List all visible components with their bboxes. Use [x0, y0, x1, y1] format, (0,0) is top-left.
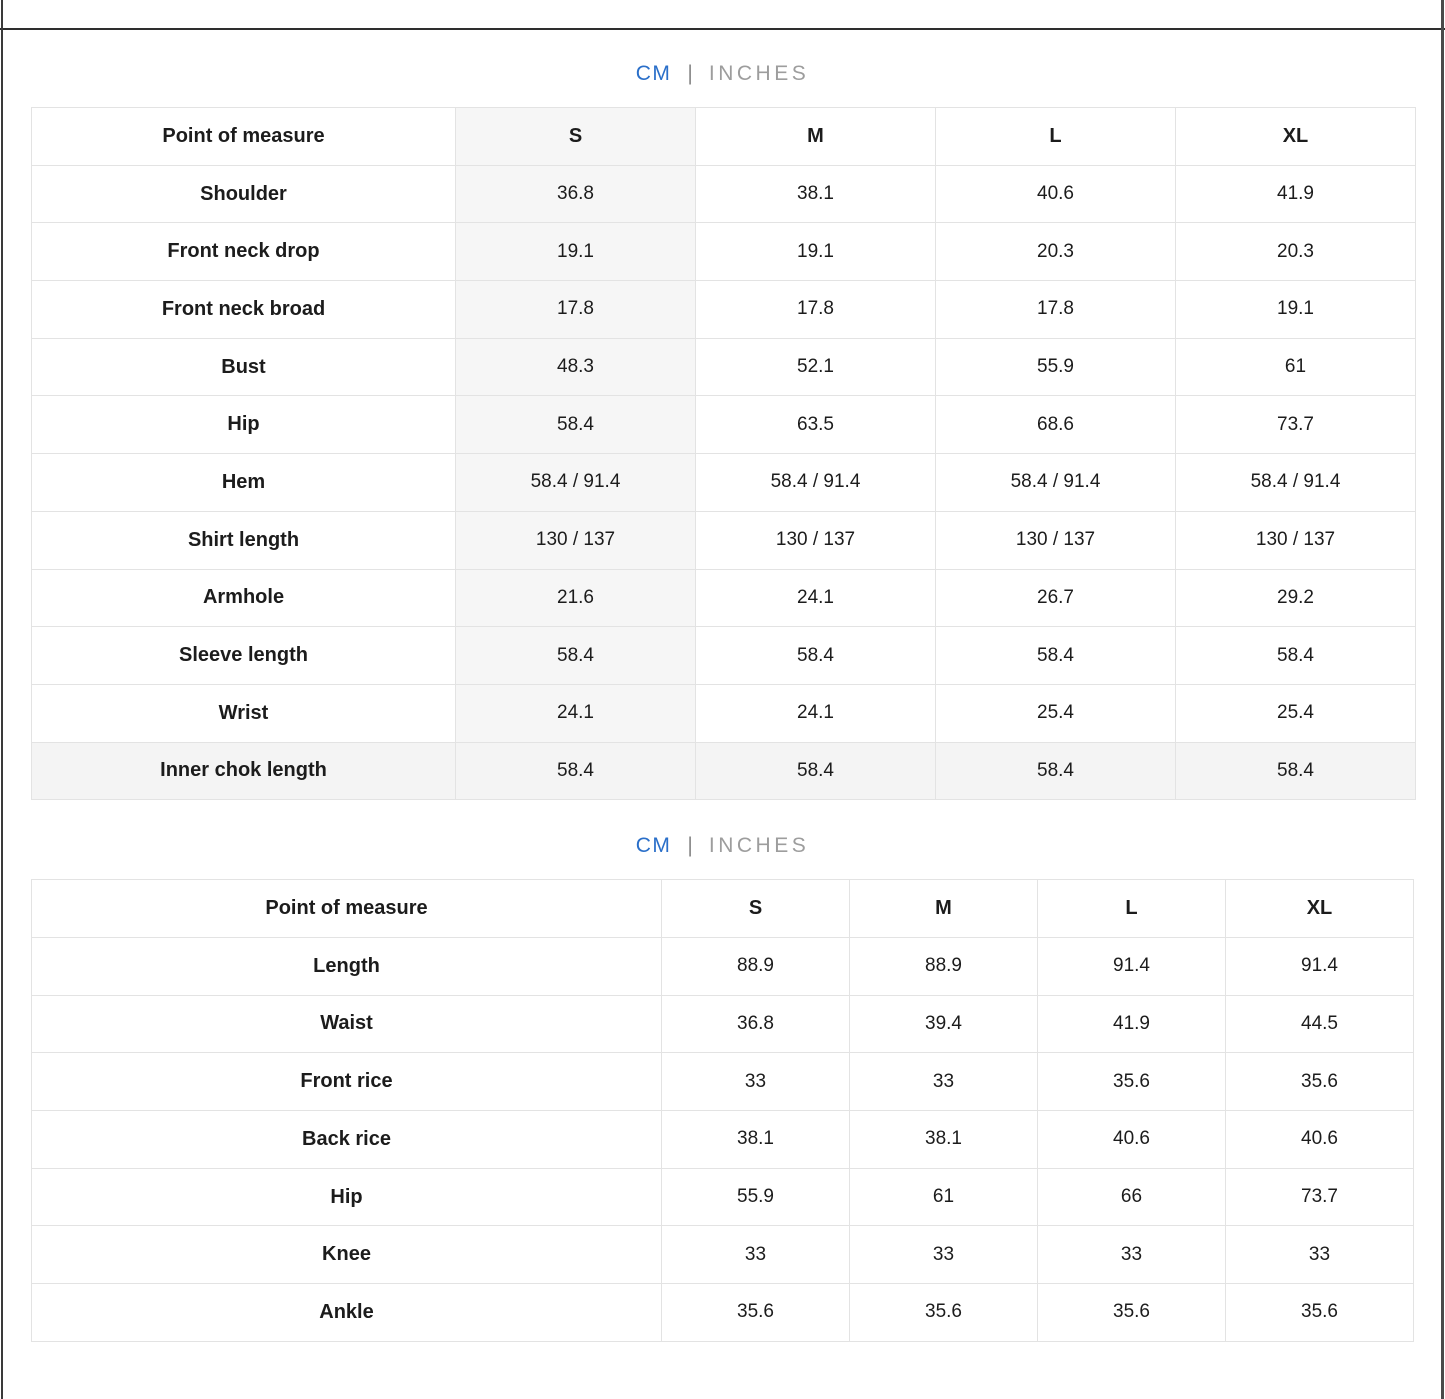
- value-cell: 21.6: [456, 569, 696, 627]
- value-cell: 55.9: [936, 338, 1176, 396]
- value-cell: 73.7: [1176, 396, 1416, 454]
- value-cell: 19.1: [1176, 281, 1416, 339]
- value-cell: 35.6: [850, 1284, 1038, 1342]
- value-cell: 41.9: [1038, 995, 1226, 1053]
- value-cell: 38.1: [850, 1111, 1038, 1169]
- value-cell: 58.4 / 91.4: [936, 454, 1176, 512]
- value-cell: 63.5: [696, 396, 936, 454]
- value-cell: 33: [662, 1226, 850, 1284]
- size-column-header: M: [696, 108, 936, 166]
- point-of-measure-header: Point of measure: [32, 108, 456, 166]
- measure-label-cell: Back rice: [32, 1111, 662, 1169]
- value-cell: 41.9: [1176, 165, 1416, 223]
- value-cell: 58.4: [456, 396, 696, 454]
- toggle-separator: |: [687, 834, 693, 858]
- page-frame-top-divider: [0, 0, 1445, 30]
- value-cell: 58.4: [936, 627, 1176, 685]
- value-cell: 58.4: [1176, 742, 1416, 800]
- value-cell: 38.1: [696, 165, 936, 223]
- measurement-row: [32, 937, 1414, 995]
- measure-label-cell: Shirt length: [32, 511, 456, 569]
- value-cell: 58.4: [456, 742, 696, 800]
- measure-label-cell: Hem: [32, 454, 456, 512]
- value-cell: 19.1: [696, 223, 936, 281]
- measurement-row: [32, 1226, 1414, 1284]
- value-cell: 29.2: [1176, 569, 1416, 627]
- value-cell: 61: [850, 1168, 1038, 1226]
- value-cell: 130 / 137: [696, 511, 936, 569]
- value-cell: 26.7: [936, 569, 1176, 627]
- measurement-row: [32, 742, 1416, 800]
- measurement-row: [32, 511, 1416, 569]
- value-cell: 17.8: [696, 281, 936, 339]
- size-column-header: S: [456, 108, 696, 166]
- value-cell: 20.3: [936, 223, 1176, 281]
- value-cell: 73.7: [1226, 1168, 1414, 1226]
- value-cell: 40.6: [1226, 1111, 1414, 1169]
- cm-toggle-link[interactable]: CM: [635, 62, 672, 85]
- value-cell: 35.6: [1038, 1284, 1226, 1342]
- measure-label-cell: Front neck drop: [32, 223, 456, 281]
- unit-toggle-top: [0, 62, 1445, 86]
- value-cell: 35.6: [1226, 1284, 1414, 1342]
- value-cell: 66: [1038, 1168, 1226, 1226]
- value-cell: 33: [850, 1226, 1038, 1284]
- measurement-row: [32, 995, 1414, 1053]
- top-size-chart-table: [31, 107, 1416, 800]
- value-cell: 25.4: [1176, 684, 1416, 742]
- unit-toggle-bottom: [0, 834, 1445, 858]
- value-cell: 17.8: [456, 281, 696, 339]
- inches-toggle-link[interactable]: INCHES: [708, 62, 810, 85]
- value-cell: 19.1: [456, 223, 696, 281]
- measurement-row: [32, 165, 1416, 223]
- inches-toggle-link[interactable]: INCHES: [708, 834, 810, 858]
- measure-label-cell: Shoulder: [32, 165, 456, 223]
- size-column-header: XL: [1226, 880, 1414, 938]
- value-cell: 40.6: [1038, 1111, 1226, 1169]
- cm-toggle-link[interactable]: CM: [635, 834, 672, 858]
- point-of-measure-header: Point of measure: [32, 880, 662, 938]
- value-cell: 91.4: [1038, 937, 1226, 995]
- value-cell: 17.8: [936, 281, 1176, 339]
- value-cell: 48.3: [456, 338, 696, 396]
- value-cell: 58.4 / 91.4: [696, 454, 936, 512]
- size-column-header: S: [662, 880, 850, 938]
- measure-label-cell: Front neck broad: [32, 281, 456, 339]
- measurement-row: [32, 338, 1416, 396]
- value-cell: 91.4: [1226, 937, 1414, 995]
- value-cell: 20.3: [1176, 223, 1416, 281]
- value-cell: 33: [662, 1053, 850, 1111]
- measure-label-cell: Knee: [32, 1226, 662, 1284]
- measurement-row: [32, 684, 1416, 742]
- measurement-row: [32, 569, 1416, 627]
- value-cell: 33: [1038, 1226, 1226, 1284]
- value-cell: 38.1: [662, 1111, 850, 1169]
- measurement-row: [32, 281, 1416, 339]
- value-cell: 130 / 137: [456, 511, 696, 569]
- measure-label-cell: Bust: [32, 338, 456, 396]
- value-cell: 88.9: [850, 937, 1038, 995]
- value-cell: 130 / 137: [1176, 511, 1416, 569]
- value-cell: 52.1: [696, 338, 936, 396]
- value-cell: 39.4: [850, 995, 1038, 1053]
- value-cell: 35.6: [1226, 1053, 1414, 1111]
- value-cell: 130 / 137: [936, 511, 1176, 569]
- value-cell: 58.4: [1176, 627, 1416, 685]
- measure-label-cell: Waist: [32, 995, 662, 1053]
- toggle-separator: |: [687, 62, 693, 85]
- value-cell: 88.9: [662, 937, 850, 995]
- measurement-row: [32, 1168, 1414, 1226]
- measure-label-cell: Front rice: [32, 1053, 662, 1111]
- value-cell: 25.4: [936, 684, 1176, 742]
- value-cell: 61: [1176, 338, 1416, 396]
- value-cell: 58.4: [696, 742, 936, 800]
- measure-label-cell: Sleeve length: [32, 627, 456, 685]
- size-column-header: L: [1038, 880, 1226, 938]
- size-column-header: L: [936, 108, 1176, 166]
- value-cell: 58.4 / 91.4: [1176, 454, 1416, 512]
- value-cell: 24.1: [696, 684, 936, 742]
- header-row: [32, 880, 1414, 938]
- value-cell: 33: [1226, 1226, 1414, 1284]
- value-cell: 58.4: [456, 627, 696, 685]
- measurement-row: [32, 223, 1416, 281]
- measure-label-cell: Armhole: [32, 569, 456, 627]
- measurement-row: [32, 396, 1416, 454]
- size-column-header: M: [850, 880, 1038, 938]
- measure-label-cell: Ankle: [32, 1284, 662, 1342]
- value-cell: 33: [850, 1053, 1038, 1111]
- value-cell: 40.6: [936, 165, 1176, 223]
- value-cell: 44.5: [1226, 995, 1414, 1053]
- measure-label-cell: Inner chok length: [32, 742, 456, 800]
- value-cell: 36.8: [662, 995, 850, 1053]
- value-cell: 35.6: [662, 1284, 850, 1342]
- measure-label-cell: Wrist: [32, 684, 456, 742]
- measurement-row: [32, 1111, 1414, 1169]
- value-cell: 35.6: [1038, 1053, 1226, 1111]
- page-frame-left-border: [1, 0, 3, 1399]
- value-cell: 36.8: [456, 165, 696, 223]
- header-row: [32, 108, 1416, 166]
- value-cell: 58.4: [696, 627, 936, 685]
- size-column-header: XL: [1176, 108, 1416, 166]
- measure-label-cell: Length: [32, 937, 662, 995]
- measurement-row: [32, 1284, 1414, 1342]
- bottom-size-chart-table: [31, 879, 1414, 1342]
- value-cell: 68.6: [936, 396, 1176, 454]
- value-cell: 58.4 / 91.4: [456, 454, 696, 512]
- value-cell: 24.1: [696, 569, 936, 627]
- value-cell: 55.9: [662, 1168, 850, 1226]
- measurement-row: [32, 1053, 1414, 1111]
- measure-label-cell: Hip: [32, 1168, 662, 1226]
- measure-label-cell: Hip: [32, 396, 456, 454]
- page-frame-right-border: [1441, 0, 1444, 1399]
- measurement-row: [32, 627, 1416, 685]
- measurement-row: [32, 454, 1416, 512]
- value-cell: 24.1: [456, 684, 696, 742]
- value-cell: 58.4: [936, 742, 1176, 800]
